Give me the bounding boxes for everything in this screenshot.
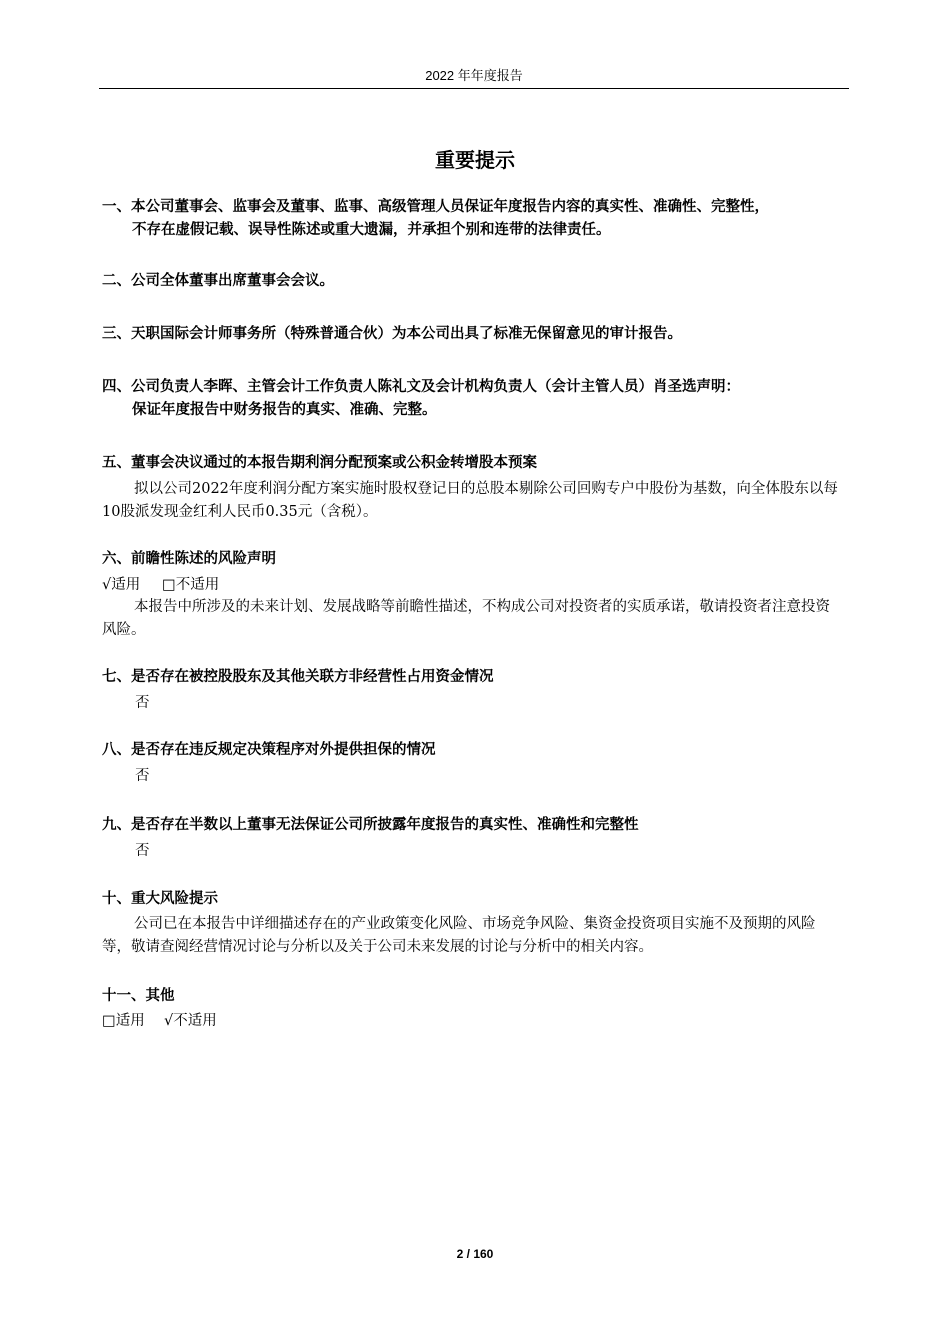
section-7-answer: 否 <box>135 695 150 711</box>
applicable-checked-option: √适用 <box>102 577 141 593</box>
section-6-body: 本报告中所涉及的未来计划、发展战略等前瞻性描述，不构成公司对投资者的实质承诺，敬请投资者注意投资风险。 <box>102 599 830 638</box>
section-1-line-2: 不存在虚假记载、误导性陈述或重大遗漏，并承担个别和连带的法律责任。 <box>132 221 611 238</box>
page-number: 2 / 160 <box>456 1247 494 1261</box>
section-6-heading: 六、前瞻性陈述的风险声明 <box>102 551 276 567</box>
page-title: 重要提示 <box>435 148 515 172</box>
section-2: 二、公司全体董事出席董事会会议。 <box>102 273 334 289</box>
section-10-heading: 十、重大风险提示 <box>102 891 218 907</box>
section-4 <box>102 376 852 421</box>
section-5-heading: 五、董事会决议通过的本报告期利润分配预案或公积金转增股本预案 <box>102 455 537 471</box>
not-applicable-checked-option: √不适用 <box>164 1013 217 1029</box>
section-10-body: 公司已在本报告中详细描述存在的产业政策变化风险、市场竞争风险、集资金投资项目实施不及预期的风险等，敬请查阅经营情况讨论与分析以及关于公司未来发展的讨论与分析中的相关内容。 <box>102 916 816 955</box>
section-4-line-2: 保证年度报告中财务报告的真实、准确、完整。 <box>132 401 437 418</box>
page-header: 2022 年年度报告 <box>99 66 849 89</box>
section-3: 三、天职国际会计师事务所（特殊普通合伙）为本公司出具了标准无保留意见的审计报告。 <box>102 326 682 342</box>
section-1-line-1: 一、本公司董事会、监事会及董事、监事、高级管理人员保证年度报告内容的真实性、准确性、完整性， <box>102 199 769 215</box>
section-8-heading: 八、是否存在违反规定决策程序对外提供担保的情况 <box>102 742 436 758</box>
section-1 <box>102 196 852 241</box>
not-applicable-unchecked-option: □不适用 <box>162 577 220 593</box>
section-11-heading: 十一、其他 <box>102 988 175 1004</box>
section-9-heading: 九、是否存在半数以上董事无法保证公司所披露年度报告的真实性、准确性和完整性 <box>102 817 639 833</box>
section-8-answer: 否 <box>135 768 150 784</box>
section-4-line-1: 四、公司负责人李晖、主管会计工作负责人陈礼文及会计机构负责人（会计主管人员）肖圣选声明： <box>102 379 740 395</box>
section-7-heading: 七、是否存在被控股股东及其他关联方非经营性占用资金情况 <box>102 669 494 685</box>
section-5-body: 拟以公司2022年度利润分配方案实施时股权登记日的总股本剔除公司回购专户中股份为基数，向全体股东以每10股派发现金红利人民币0.35元（含税）。 <box>102 481 838 520</box>
section-9-answer: 否 <box>135 843 150 859</box>
applicable-unchecked-option: □适用 <box>102 1013 145 1029</box>
